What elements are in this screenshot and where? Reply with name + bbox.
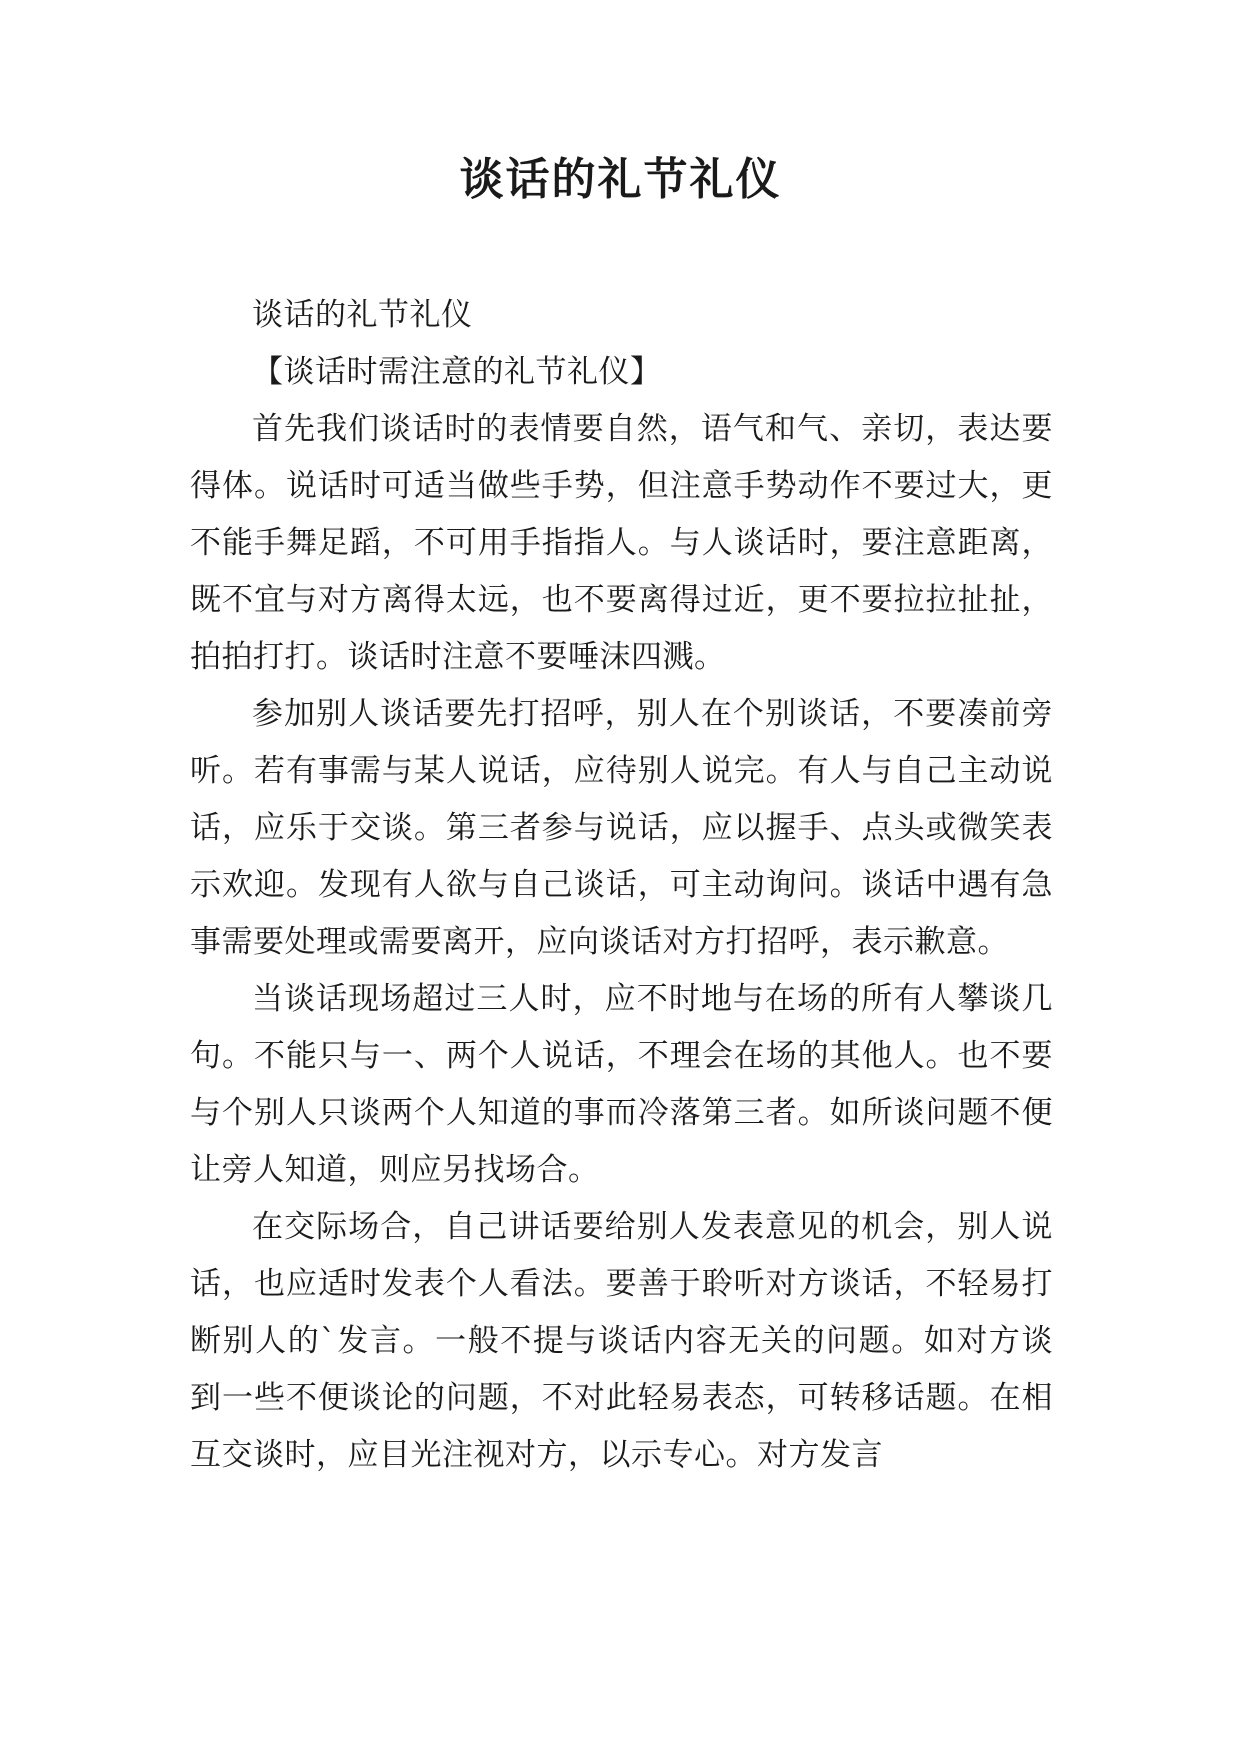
paragraph-group-conversation: 当谈话现场超过三人时，应不时地与在场的所有人攀谈几句。不能只与一、两个人说话，不理会在场的其他人。也不要与个别人只谈两个人知道的事而冷落第三者。如所谈问题不便让旁人知道，则应另找场合。 bbox=[190, 981, 1053, 1188]
document-body bbox=[190, 287, 1053, 1484]
paragraph-section-heading: 【谈话时需注意的礼节礼仪】 bbox=[252, 354, 662, 390]
paragraph-listening-and-attention: 在交际场合，自己讲话要给别人发表意见的机会，别人说话，也应适时发表个人看法。要善于聆听对方谈话，不轻易打断别人的`发言。一般不提与谈话内容无关的问题。如对方谈到一些不便谈论的问题，不对此轻易表态，可转移话题。在相互交谈时，应目光注视对方，以示专心。对方发言 bbox=[190, 1209, 1053, 1473]
paragraph-subtitle: 谈话的礼节礼仪 bbox=[252, 297, 473, 333]
paragraph-expression-and-distance: 首先我们谈话时的表情要自然，语气和气、亲切，表达要得体。说话时可适当做些手势，但注意手势动作不要过大，更不能手舞足蹈，不可用手指指人。与人谈话时，要注意距离，既不宜与对方离得太远，也不要离得过近，更不要拉拉扯扯，拍拍打打。谈话时注意不要唾沫四溅。 bbox=[190, 411, 1053, 675]
document-title: 谈话的礼节礼仪 bbox=[459, 154, 782, 205]
paragraph-joining-conversation: 参加别人谈话要先打招呼，别人在个别谈话，不要凑前旁听。若有事需与某人说话，应待别人说完。有人与自己主动说话，应乐于交谈。第三者参与说话，应以握手、点头或微笑表示欢迎。发现有人欲与自己谈话，可主动询问。谈话中遇有急事需要处理或需要离开，应向谈话对方打招呼，表示歉意。 bbox=[190, 696, 1053, 960]
